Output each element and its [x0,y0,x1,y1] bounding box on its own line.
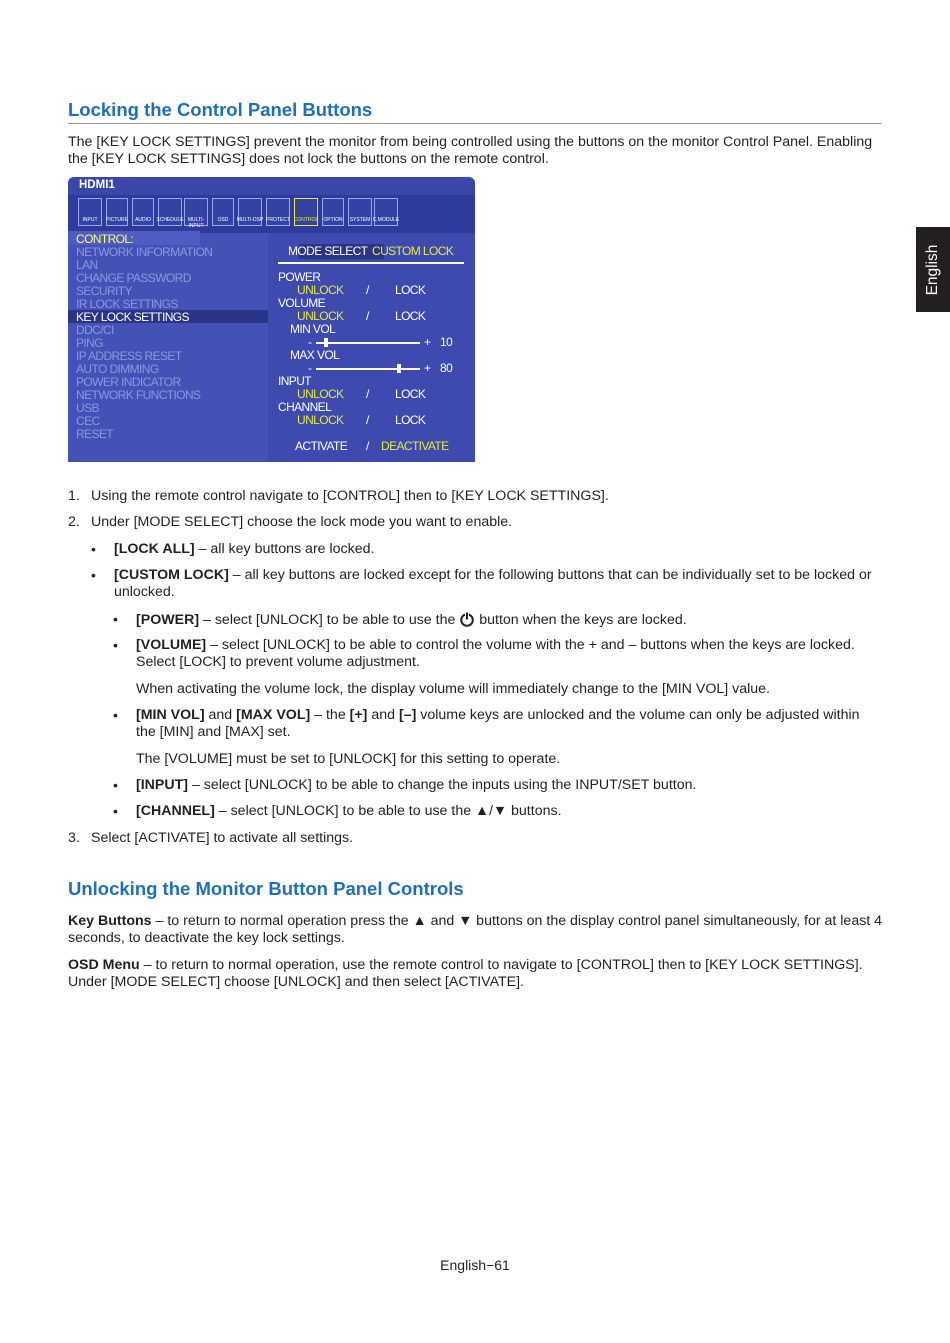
channel-lock: LOCK [395,413,426,427]
osd-menu-item: KEY LOCK SETTINGS [76,310,189,324]
and-text: and [367,707,399,723]
plus-term: [+] [349,707,368,723]
max-vol-slider-knob [397,364,401,373]
max-vol-plus: + [424,361,431,375]
osd-menu-item: NETWORK FUNCTIONS [76,388,201,402]
custom-lock-item [114,567,884,601]
input-item [136,777,881,794]
power-item [136,611,881,629]
min-vol-slider [316,342,420,344]
osd-menu-item: POWER INDICATOR [76,375,181,389]
min-vol-plus: + [424,335,431,349]
custom-lock-desc: – all key buttons are locked except for the following buttons that can be individually set to be locked or unlocked. [114,567,872,600]
min-vol-term: [MIN VOL] [136,707,205,723]
osd-icon-label: MULTI-INPUT [187,217,205,229]
channel-item [136,803,881,820]
and-text: and [204,707,237,723]
osd-menu-item: LAN [76,258,98,272]
min-vol-slider-knob [324,338,328,347]
bullet: • [113,777,118,793]
osd-menu-paragraph [68,957,884,991]
bullet: • [91,541,96,557]
key-buttons-term: Key Buttons [68,913,152,929]
activate-slash: / [366,439,369,453]
osd-icon-label: OPTION [323,217,343,223]
mode-select-divider [278,262,464,264]
volume-note: When activating the volume lock, the display volume will immediately change to the [MIN VOL] value. [136,681,771,697]
osd-icon-label: INPUT [82,217,98,223]
osd-menu-item: AUTO DIMMING [76,362,159,376]
power-term: [POWER] [136,612,200,628]
osd-menu-item: CONTROL: [76,232,134,246]
bullet: • [91,567,96,583]
the-text: – the [310,707,350,723]
step-1: Using the remote control navigate to [CONTROL] then to [KEY LOCK SETTINGS]. [91,488,609,504]
channel-label: CHANNEL [278,400,332,414]
key-buttons-desc: – to return to normal operation press the ▲ and ▼ buttons on the display control panel simultaneously, for at least 4 seconds, to deactivate the key lock settings. [68,913,883,946]
osd-menu-desc: – to return to normal operation, use the remote control to navigate to [CONTROL] then to [KEY LOCK SETTINGS]. Under [MODE SELECT] choose [UNLOCK] and then select [ACTIVATE]. [68,957,863,990]
title-rule [68,123,882,124]
osd-menu-item: CEC [76,414,100,428]
section-title-unlocking: Unlocking the Monitor Button Panel Controls [68,878,464,899]
min-max-note: The [VOLUME] must be set to [UNLOCK] for this setting to operate. [136,751,561,767]
max-vol-label: MAX VOL [290,348,340,362]
osd-icon-label: CONTROL [293,217,319,223]
input-slash: / [366,387,369,401]
volume-term: [VOLUME] [136,637,207,653]
input-lock: LOCK [395,387,426,401]
osd-menu-item: SECURITY [76,284,132,298]
intro-paragraph: The [KEY LOCK SETTINGS] prevent the monitor from being controlled using the buttons on the monitor Control Panel. Enabling the [KEY LOCK SETTINGS] does not lock the buttons on the remote control. [68,134,873,167]
lock-all-item [114,541,884,558]
language-tab-label: English [924,244,941,295]
osd-icon-label: AUDIO [135,217,151,223]
min-vol-value: 10 [440,335,453,349]
osd-icon-label: PICTURE [106,217,128,223]
osd-icon-label: OSD [217,217,229,223]
min-vol-label: MIN VOL [290,322,336,336]
input-label: INPUT [278,374,312,388]
osd-input-title: HDMI1 [79,179,115,191]
power-label: POWER [278,270,321,284]
osd-icon-label: PROTECT [266,217,290,223]
minus-term: [–] [398,707,417,723]
osd-icon-label: MULTI-DSP [236,217,264,223]
lock-all-desc: – all key buttons are locked. [194,541,375,557]
osd-menu-term: OSD Menu [68,957,140,973]
power-desc-a: – select [UNLOCK] to be able to use the [199,612,460,628]
step-2-number: 2. [68,514,80,530]
volume-lock: LOCK [395,309,426,323]
osd-icon-label: C.MODULE [372,217,400,223]
power-desc-c: button when the keys are locked. [475,612,687,628]
step-3: Select [ACTIVATE] to activate all settings. [91,830,354,846]
max-vol-slider [316,368,420,370]
custom-lock-term: [CUSTOM LOCK] [114,567,229,583]
min-vol-minus: - [308,335,312,349]
osd-menu-item: IR LOCK SETTINGS [76,297,178,311]
channel-unlock: UNLOCK [297,413,344,427]
power-slash: / [366,283,369,297]
bullet: • [113,637,118,653]
min-max-item [136,707,881,741]
volume-label: VOLUME [278,296,326,310]
lock-all-term: [LOCK ALL] [114,541,195,557]
osd-menu-item: NETWORK INFORMATION [76,245,213,259]
channel-desc: – select [UNLOCK] to be able to use the ▲/▼ buttons. [214,803,562,819]
osd-icon-label: SCHEDULE [156,217,184,223]
input-term: [INPUT] [136,777,189,793]
max-vol-value: 80 [440,361,453,375]
bullet: • [113,707,118,723]
min-max-desc: volume keys are unlocked and the volume can only be adjusted within the [MIN] and [MAX] set. [136,707,860,740]
page-footer: English−61 [440,1257,510,1273]
max-vol-term: [MAX VOL] [236,707,311,723]
max-vol-minus: - [308,361,312,375]
power-unlock: UNLOCK [297,283,344,297]
section-title-locking: Locking the Control Panel Buttons [68,99,373,120]
osd-menu-item: DDC/CI [76,323,114,337]
input-unlock: UNLOCK [297,387,344,401]
power-lock: LOCK [395,283,426,297]
bullet: • [113,803,118,819]
osd-menu-item: CHANGE PASSWORD [76,271,191,285]
channel-term: [CHANNEL] [136,803,215,819]
language-tab [916,227,950,312]
volume-desc: – select [UNLOCK] to be able to control the volume with the + and – buttons when the keys are locked. Select [LOCK] to prevent volume adjustment. [136,637,855,670]
step-3-number: 3. [68,830,80,846]
power-icon [459,611,475,627]
volume-unlock: UNLOCK [297,309,344,323]
mode-select-label: MODE SELECT [288,244,368,258]
key-buttons-paragraph [68,913,884,947]
osd-icon-label: SYSTEM [349,217,371,223]
bullet: • [113,611,118,627]
custom-lock-value: CUSTOM LOCK [372,244,454,258]
step-2: Under [MODE SELECT] choose the lock mode you want to enable. [91,514,513,530]
osd-menu-item: RESET [76,427,114,441]
activate-option: ACTIVATE [295,439,348,453]
input-desc: – select [UNLOCK] to be able to change the inputs using the INPUT/SET button. [188,777,697,793]
volume-item [136,637,881,671]
channel-slash: / [366,413,369,427]
volume-slash: / [366,309,369,323]
osd-menu-item: USB [76,401,99,415]
deactivate-option: DEACTIVATE [381,439,449,453]
osd-menu-item: PING [76,336,103,350]
step-1-number: 1. [68,488,80,504]
osd-menu-item: IP ADDRESS RESET [76,349,182,363]
